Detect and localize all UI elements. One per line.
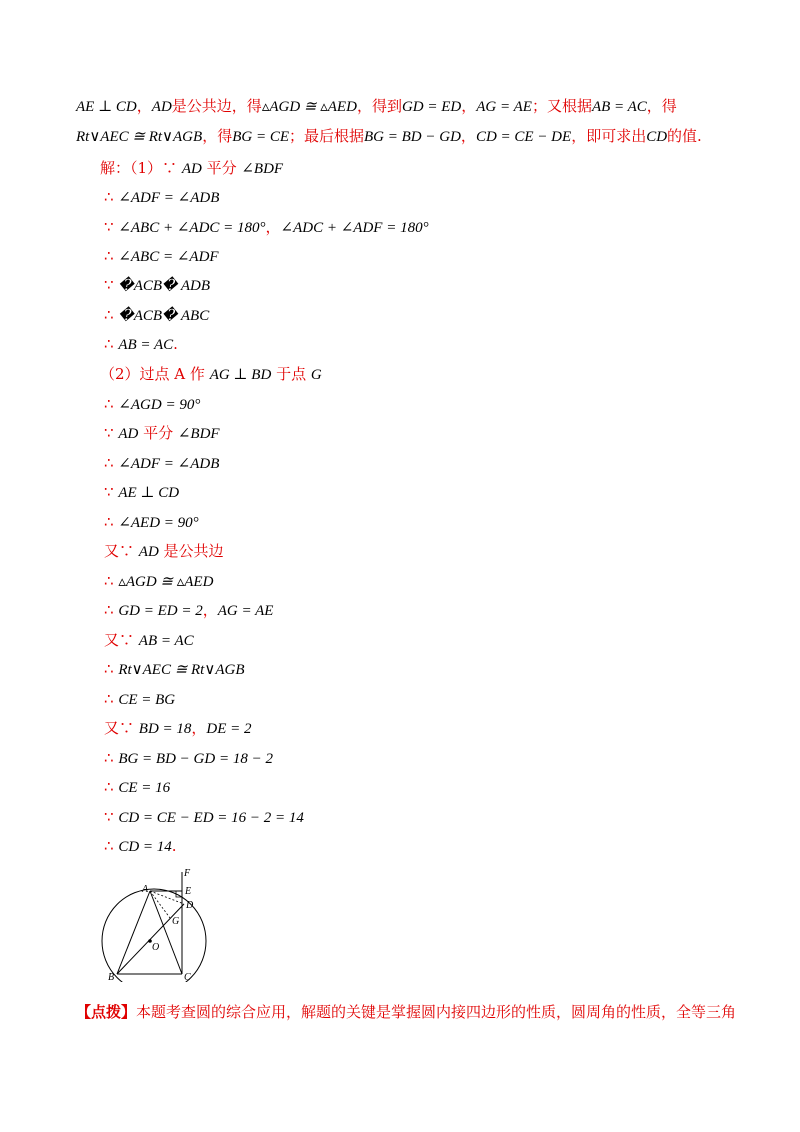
intro-2-run-2: BG = CE (232, 129, 289, 145)
solution-step-12 (104, 482, 179, 503)
solution-step-22 (104, 777, 170, 798)
step-8-run-1: AG ⊥ BD (209, 367, 272, 383)
step-19-run-1: CE = BG (118, 692, 176, 708)
intro-2-run-8: CD (646, 129, 668, 145)
label-a: A (142, 884, 149, 895)
step-14-run-2: 是公共边 (158, 542, 224, 560)
solution-step-15 (104, 571, 213, 592)
step-15-run-0: ∴ (104, 572, 119, 590)
step-22-run-0: ∴ (104, 778, 119, 796)
step-11-run-0: ∴ (104, 454, 119, 472)
solution-step-11 (104, 453, 219, 474)
step-16-run-1: GD = ED = 2 (118, 603, 203, 619)
step-10-run-1: AD (118, 426, 139, 442)
intro-1-run-1: ， (136, 97, 152, 115)
solution-step-7 (104, 334, 178, 355)
intro-1-run-2: AD (151, 99, 172, 115)
step-21-run-1: BG = BD − GD = 18 − 2 (118, 751, 273, 767)
solution-step-2 (104, 187, 219, 208)
intro-1-run-5: ，得到 (356, 97, 402, 115)
intro-1-run-11: ，得 (646, 97, 677, 115)
step-4-run-0: ∴ (104, 247, 119, 265)
step-10-run-3: ∠BDF (177, 426, 220, 442)
step-12-run-0: ∵ (104, 483, 119, 501)
intro-1-run-6: GD = ED (401, 99, 462, 115)
step-13-run-1: ∠AED = 90° (118, 515, 199, 531)
step-14-run-0: 又∵ (104, 542, 139, 560)
step-10-run-2: 平分 (138, 424, 178, 442)
solution-step-24 (104, 836, 177, 857)
step-13-run-0: ∴ (104, 513, 119, 531)
intro-1-run-3: 是公共边，得 (171, 97, 262, 115)
step-12-run-1: AE ⊥ CD (118, 485, 180, 501)
step-18-run-1: Rt∨AEC ≅ Rt∨AGB (118, 662, 245, 678)
step-16-run-0: ∴ (104, 601, 119, 619)
step-22-run-1: CE = 16 (118, 780, 171, 796)
step-6-run-0: ∴ (104, 306, 119, 324)
step-1-run-0: 解：（1）∵ (100, 159, 182, 177)
intro-2-run-6: CD = CE − DE (475, 129, 572, 145)
solution-step-16 (104, 600, 273, 621)
solution-step-5 (104, 275, 210, 296)
step-7-run-2: . (173, 335, 178, 353)
step-10-run-0: ∵ (104, 424, 119, 442)
step-7-run-1: AB = AC (118, 337, 174, 353)
solution-step-14 (104, 541, 224, 562)
label-c: C (184, 972, 191, 982)
intro-2-run-0: Rt∨AEC ≅ Rt∨AGB (76, 129, 203, 145)
step-19-run-0: ∴ (104, 690, 119, 708)
step-14-run-1: AD (138, 544, 159, 560)
solution-step-19 (104, 689, 175, 710)
step-3-run-3: ∠ADC + ∠ADF = 180° (280, 220, 429, 236)
solution-step-9 (104, 394, 200, 415)
step-4-run-1: ∠ABC = ∠ADF (118, 249, 219, 265)
solution-step-4 (104, 246, 219, 267)
step-2-run-0: ∴ (104, 188, 119, 206)
step-9-run-0: ∴ (104, 395, 119, 413)
step-5-run-1: �ACB� ADB (118, 278, 211, 294)
solution-step-17 (104, 630, 194, 651)
step-1-run-1: AD (181, 161, 202, 177)
step-16-run-2: ， (202, 601, 218, 619)
intro-2-run-1: ，得 (202, 127, 233, 145)
step-24-run-1: CD = 14 (118, 839, 172, 855)
intro-line-2 (76, 126, 702, 147)
intro-2-run-4: BG = BD − GD (364, 129, 461, 145)
step-17-run-1: AB = AC (138, 633, 194, 649)
intro-2-run-9: 的值. (667, 127, 702, 145)
solution-step-18 (104, 659, 245, 680)
label-e: E (185, 886, 192, 897)
step-24-run-0: ∴ (104, 837, 119, 855)
solution-step-21 (104, 748, 273, 769)
note-tag: 【点拨】 (76, 1003, 137, 1021)
step-18-run-0: ∴ (104, 660, 119, 678)
intro-2-run-7: ，即可求出 (571, 127, 647, 145)
step-11-run-1: ∠ADF = ∠ADB (118, 456, 220, 472)
step-15-run-1: ▵AGD ≅ ▵AED (118, 574, 214, 590)
solution-step-1 (100, 158, 283, 179)
step-24-run-2: . (171, 837, 177, 855)
label-b: B (108, 972, 115, 982)
step-16-run-3: AG = AE (217, 603, 274, 619)
step-8-run-0: （2）过点 A 作 (100, 365, 210, 383)
step-3-run-0: ∵ (104, 218, 119, 236)
label-d: D (186, 900, 194, 911)
intro-1-run-4: ▵AGD ≅ ▵AED (261, 99, 357, 115)
solution-step-13 (104, 512, 199, 533)
solution-step-20 (104, 718, 252, 739)
step-21-run-0: ∴ (104, 749, 119, 767)
solution-step-6 (104, 305, 209, 326)
intro-1-run-10: AB = AC (591, 99, 647, 115)
step-3-run-2: ， (265, 218, 281, 236)
line-ab (117, 891, 150, 974)
line-ag (150, 891, 170, 918)
step-20-run-3: DE = 2 (206, 721, 252, 737)
step-20-run-1: BD = 18 (138, 721, 192, 737)
line-bd (117, 904, 184, 974)
step-1-run-2: 平分 (201, 159, 242, 177)
step-20-run-2: ， (191, 719, 207, 737)
label-g: G (172, 916, 180, 927)
step-1-run-3: ∠BDF (241, 161, 284, 177)
step-5-run-0: ∵ (104, 276, 119, 294)
step-6-run-1: �ACB� ABC (118, 308, 210, 324)
step-17-run-0: 又∵ (104, 631, 139, 649)
note-text: 本题考查圆的综合应用，解题的关键是掌握圆内接四边形的性质，圆周角的性质，全等三角 (136, 1003, 737, 1021)
step-23-run-0: ∵ (104, 808, 119, 826)
solution-step-23 (104, 807, 304, 828)
intro-1-run-8: AG = AE (476, 99, 532, 115)
step-3-run-1: ∠ABC + ∠ADC = 180° (118, 220, 266, 236)
step-8-run-3: G (310, 367, 322, 383)
solution-step-3 (104, 217, 429, 238)
intro-1-run-9: ；又根据 (531, 97, 592, 115)
intro-2-run-3: ；最后根据 (289, 127, 365, 145)
solution-step-10 (104, 423, 220, 444)
step-9-run-1: ∠AGD = 90° (118, 397, 201, 413)
intro-1-run-0: AE ⊥ CD (76, 99, 137, 115)
solution-step-8 (100, 364, 322, 385)
intro-line-1 (76, 96, 677, 117)
geometry-figure (92, 866, 232, 982)
step-8-run-2: 于点 (271, 365, 311, 383)
line-ac (150, 891, 182, 974)
label-f: F (184, 868, 191, 879)
step-7-run-0: ∴ (104, 335, 119, 353)
intro-2-run-5: ， (460, 127, 476, 145)
step-2-run-1: ∠ADF = ∠ADB (118, 190, 220, 206)
note-line (76, 1002, 736, 1022)
step-23-run-1: CD = CE − ED = 16 − 2 = 14 (118, 810, 304, 826)
step-20-run-0: 又∵ (104, 719, 139, 737)
intro-1-run-7: ， (461, 97, 477, 115)
label-o: O (152, 942, 160, 953)
